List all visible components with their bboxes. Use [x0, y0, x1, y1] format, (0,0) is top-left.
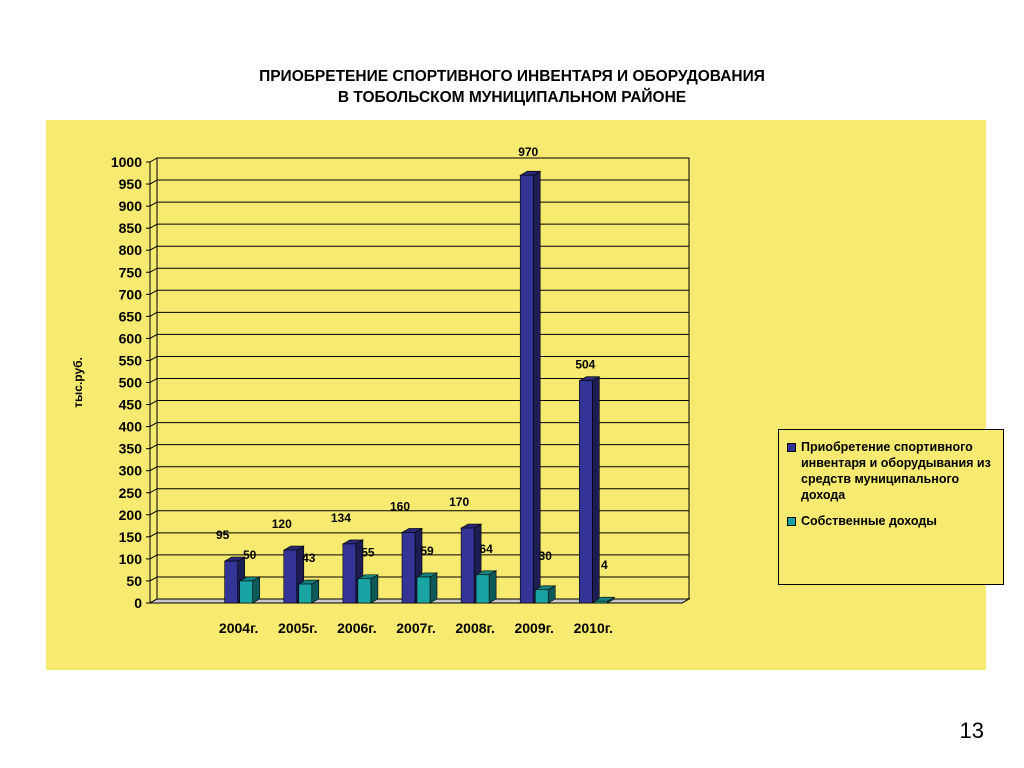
y-tick-label: 400	[118, 418, 142, 435]
y-tick-label: 100	[118, 550, 142, 567]
y-tick-label: 900	[118, 198, 142, 215]
y-tick-label: 300	[118, 462, 142, 479]
bar-municipal	[225, 561, 238, 603]
data-label-municipal: 160	[389, 499, 411, 514]
gridline-depth	[150, 290, 157, 294]
data-label-own: 43	[302, 551, 316, 566]
bar-side	[430, 573, 437, 603]
data-label-own: 59	[420, 543, 434, 558]
bar-municipal	[402, 532, 415, 603]
bar-own	[535, 590, 548, 603]
legend-item-municipal	[787, 439, 997, 503]
x-tick-label: 2008г.	[455, 620, 495, 636]
bar-side	[489, 571, 496, 603]
page-number: 13	[959, 718, 984, 743]
bar-municipal	[461, 528, 474, 603]
y-tick-label: 50	[126, 572, 142, 589]
bar-own	[240, 581, 253, 603]
legend-item-own	[787, 513, 997, 529]
gridline-depth	[150, 533, 157, 537]
y-tick-label: 200	[118, 506, 142, 523]
y-tick-label: 800	[118, 242, 142, 259]
bar-own	[476, 575, 489, 603]
gridline-depth	[150, 379, 157, 383]
bar-municipal	[284, 550, 297, 603]
data-label-own: 55	[361, 545, 375, 560]
bar-own	[417, 577, 430, 603]
gridline-depth	[150, 577, 157, 581]
y-tick-label: 750	[118, 264, 142, 281]
y-tick-label: 950	[118, 176, 142, 193]
y-tick-label: 350	[118, 440, 142, 457]
x-tick-label: 2010г.	[573, 620, 614, 636]
y-tick-label: 700	[118, 286, 142, 303]
gridline-depth	[150, 511, 157, 515]
data-label-municipal: 504	[575, 357, 596, 372]
x-tick-label: 2007г.	[396, 620, 436, 636]
x-tick-label: 2006г.	[337, 620, 377, 636]
gridline-depth	[150, 312, 157, 316]
y-axis-label: тыс.руб.	[71, 357, 85, 408]
y-tick-label: 250	[118, 484, 142, 501]
x-tick-label: 2009г.	[514, 620, 554, 636]
gridline-depth	[150, 555, 157, 559]
y-tick-label: 150	[118, 528, 142, 545]
bar-municipal	[520, 175, 533, 603]
x-tick-label: 2004г.	[218, 620, 259, 636]
data-label-own: 30	[538, 549, 552, 563]
bar-side	[592, 377, 599, 603]
gridline-depth	[150, 401, 157, 405]
data-label-municipal: 170	[449, 495, 470, 510]
bar-own	[299, 584, 312, 603]
x-tick-label: 2005г.	[278, 620, 318, 636]
gridline-depth	[150, 489, 157, 493]
gridline-depth	[150, 334, 157, 338]
gridline-depth	[150, 268, 157, 272]
title-line-1: ПРИОБРЕТЕНИЕ СПОРТИВНОГО ИНВЕНТАРЯ И ОБОРУДОВАНИЯ	[259, 68, 765, 85]
gridline-depth	[150, 180, 157, 184]
data-label-municipal: 970	[518, 145, 539, 159]
y-tick-label: 650	[118, 308, 142, 325]
y-tick-label: 1000	[110, 154, 142, 170]
gridline-depth	[150, 224, 157, 228]
gridline-depth	[150, 423, 157, 427]
y-tick-label: 850	[118, 220, 142, 237]
bar-municipal	[343, 544, 356, 603]
slide-title	[0, 66, 1024, 108]
data-label-municipal: 95	[215, 528, 230, 543]
data-label-own: 50	[242, 547, 257, 562]
gridline-depth	[150, 467, 157, 471]
chart-panel	[46, 120, 991, 670]
y-tick-label: 550	[118, 352, 142, 369]
data-label-own: 64	[479, 541, 493, 556]
bar-chart	[46, 120, 986, 670]
data-label-municipal: 134	[330, 510, 351, 525]
bar-side	[253, 577, 260, 603]
legend-swatch-municipal	[787, 443, 796, 452]
gridline-depth	[150, 356, 157, 360]
gridline-depth	[150, 445, 157, 449]
y-tick-label: 0	[134, 595, 142, 611]
title-line-2: В ТОБОЛЬСКОМ МУНИЦИПАЛЬНОМ РАЙОНЕ	[337, 89, 687, 106]
y-tick-label: 500	[118, 374, 142, 391]
legend-label-own: Собственные доходы	[801, 514, 937, 528]
y-tick-label: 600	[118, 330, 142, 347]
gridline-depth	[150, 246, 157, 250]
bar-own	[594, 601, 607, 603]
bar-municipal	[579, 381, 592, 603]
legend-swatch-own	[787, 517, 796, 526]
bar-side	[533, 171, 540, 603]
data-label-municipal: 120	[271, 517, 292, 532]
gridline-depth	[150, 202, 157, 206]
bar-side	[371, 575, 378, 603]
bar-own	[358, 579, 371, 603]
gridline-depth	[150, 158, 157, 162]
y-tick-label: 450	[118, 396, 142, 413]
chart-legend	[778, 429, 1004, 585]
data-label-own: 4	[600, 558, 608, 572]
legend-label-municipal: Приобретение спортивного инвентаря и оборудывания из средств муниципального дохода	[801, 440, 991, 502]
